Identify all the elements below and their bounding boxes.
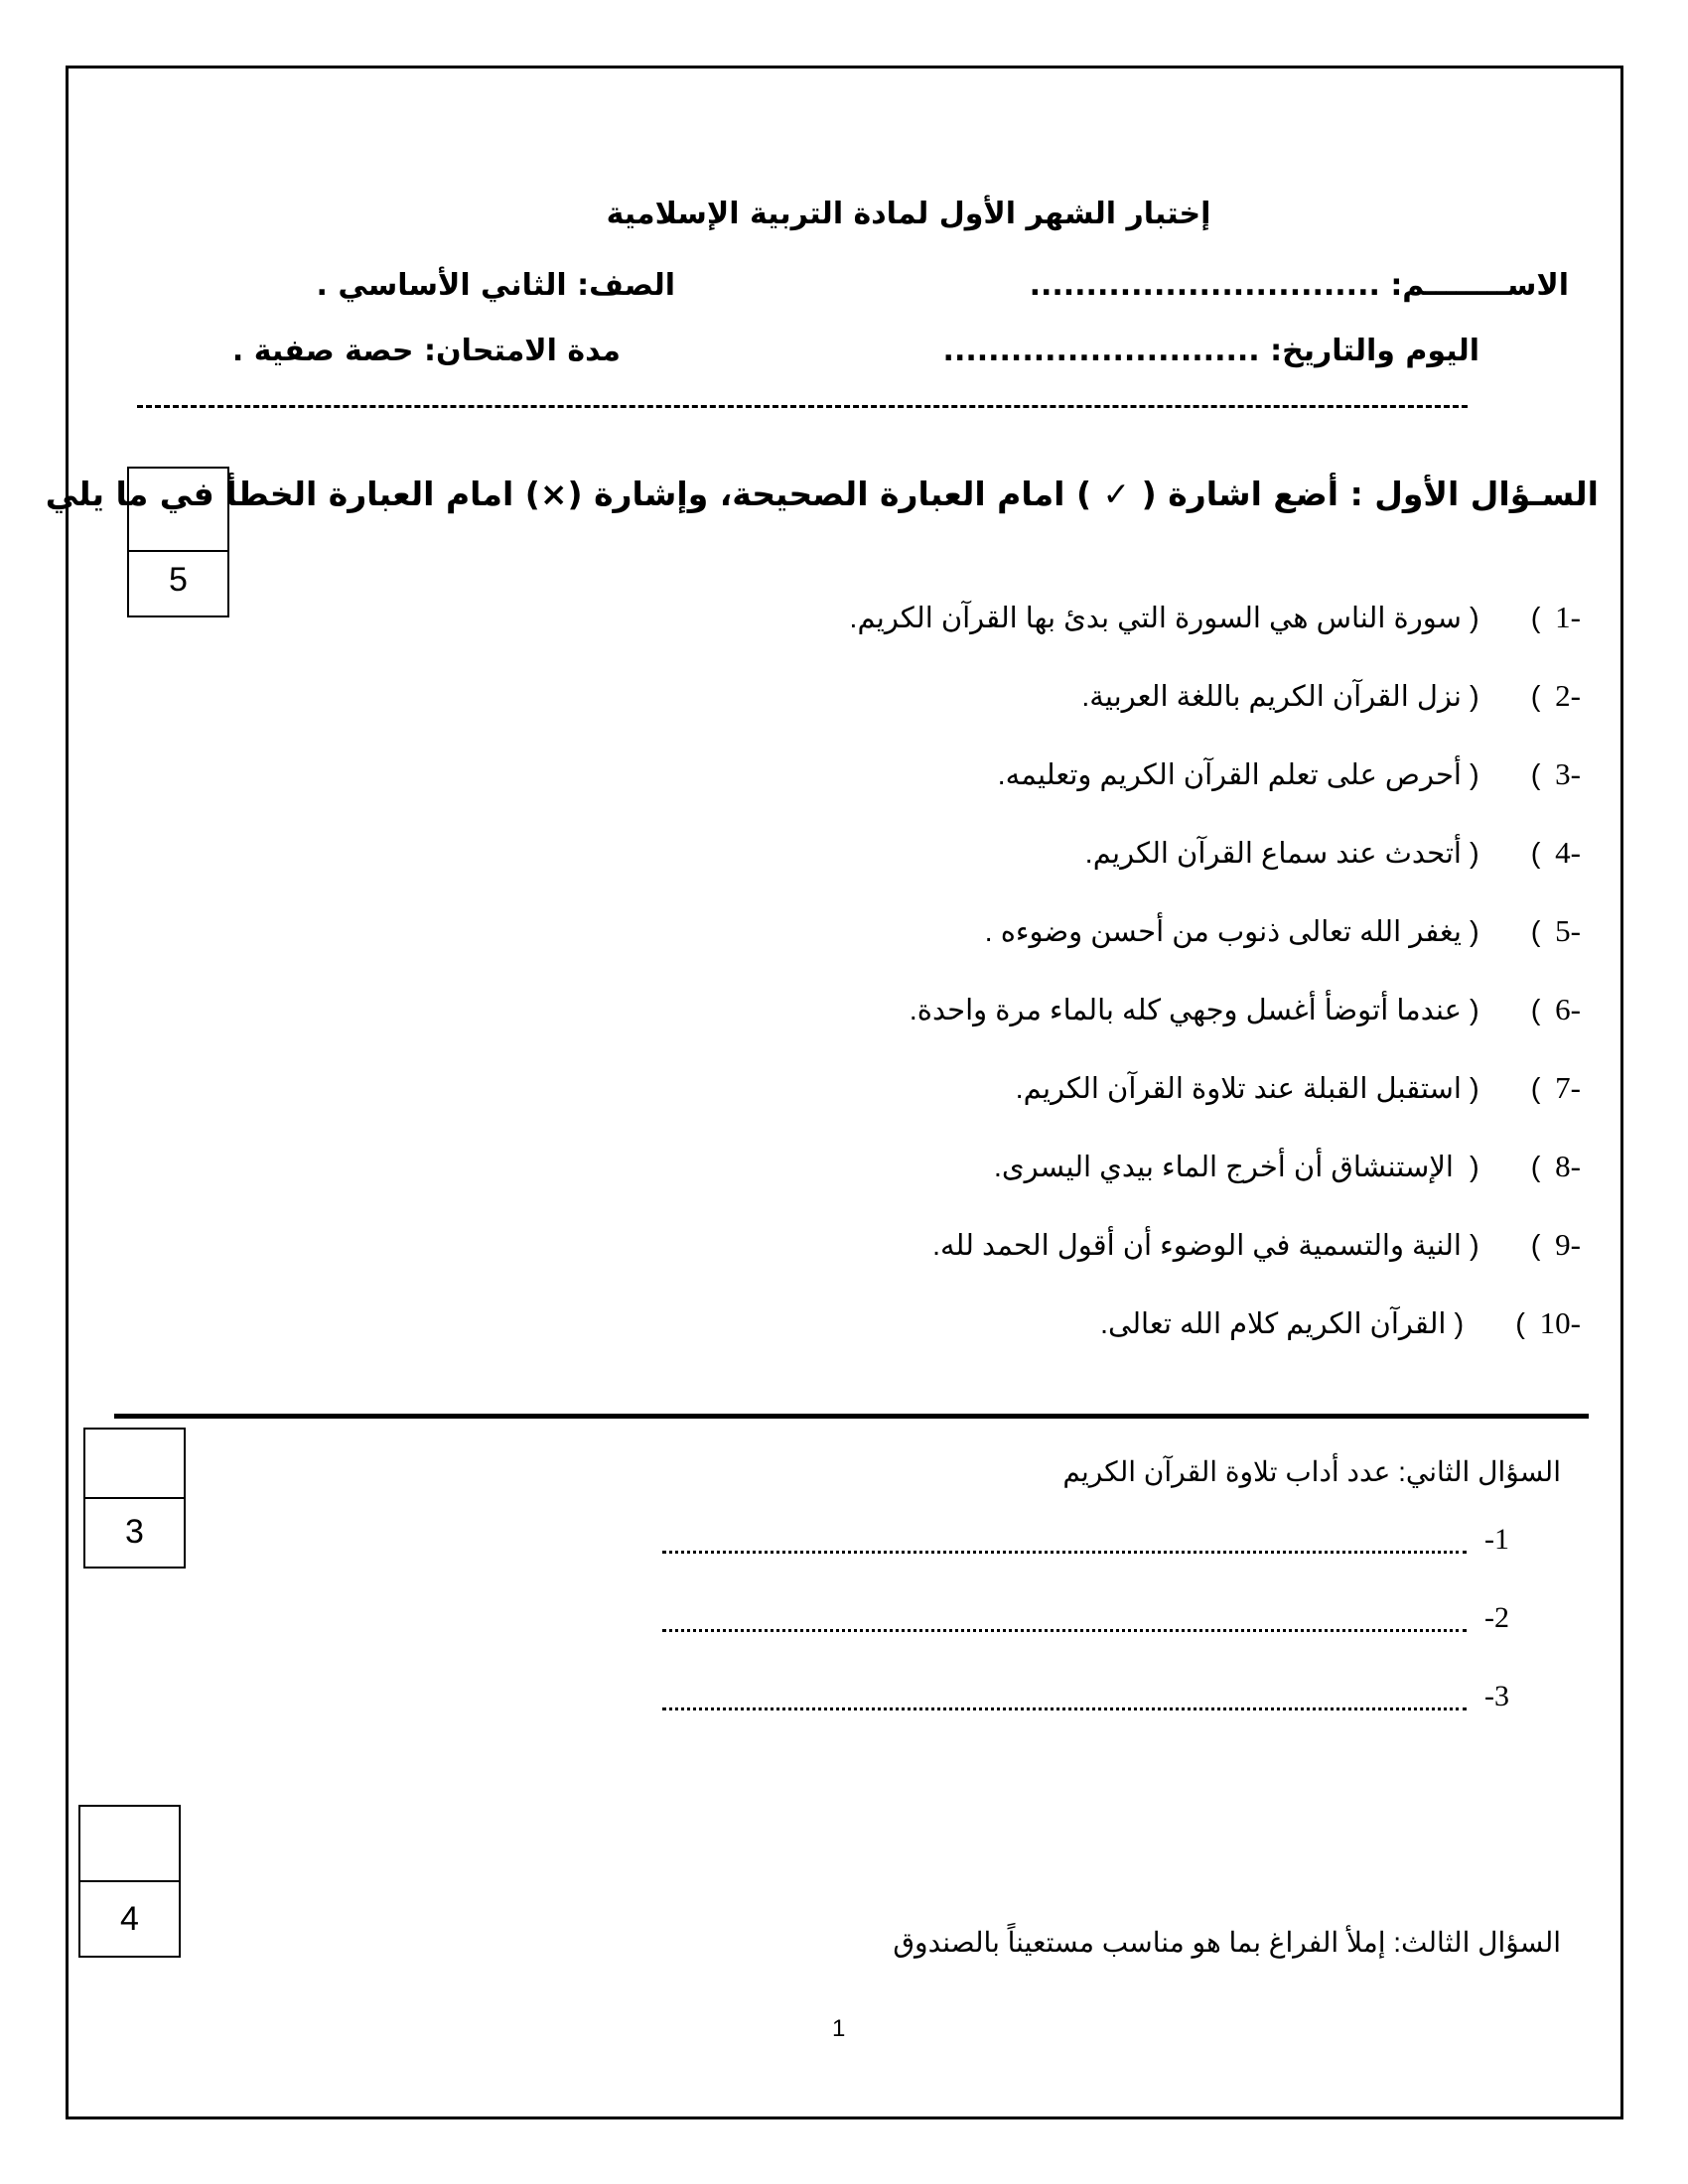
- q1-item-text: استقبل القبلة عند تلاوة القرآن الكريم.: [1015, 1073, 1462, 1105]
- q1-answer-parentheses[interactable]: ) (: [1470, 1230, 1541, 1262]
- q1-score-value: 5: [169, 561, 188, 599]
- date-field[interactable]: اليوم والتاريخ: ............................: [942, 334, 1479, 368]
- grade-label: الصف: الثاني الأساسي .: [316, 268, 675, 303]
- q1-item-text: أتحدث عند سماع القرآن الكريم.: [1084, 838, 1462, 870]
- q1-item-number: -9: [1555, 1227, 1581, 1262]
- q1-item-number: -1: [1555, 600, 1581, 634]
- q2-score-value: 3: [125, 1513, 144, 1551]
- q1-item: [1100, 1305, 1581, 1341]
- section-divider: [114, 1414, 1589, 1419]
- q1-item-number: -7: [1555, 1070, 1581, 1105]
- q1-item-number: -3: [1555, 756, 1581, 791]
- q1-answer-parentheses[interactable]: ) (: [1470, 838, 1541, 870]
- q1-answer-parentheses[interactable]: ) (: [1470, 1152, 1541, 1183]
- q2-answer-number: -3: [1484, 1680, 1509, 1712]
- q3-score-blank[interactable]: [80, 1807, 179, 1882]
- q1-item-text: النية والتسمية في الوضوء أن أقول الحمد لله.: [931, 1230, 1462, 1262]
- q1-answer-parentheses[interactable]: ) (: [1470, 916, 1541, 948]
- q1-item-number: -10: [1539, 1305, 1581, 1340]
- q1-answer-parentheses[interactable]: ) (: [1454, 1308, 1525, 1340]
- q1-answer-parentheses[interactable]: ) (: [1470, 995, 1541, 1026]
- q3-heading: السؤال الثالث: إملأ الفراغ بما هو مناسب مستعيناً بالصندوق: [893, 1927, 1561, 1958]
- q1-item: [1081, 678, 1581, 714]
- q1-heading: السـؤال الأول : أضع اشارة ( ✓ ) امام العبارة الصحيحة، وإشارة (×) امام العبارة الخطأ في ما يلي: [45, 475, 1599, 513]
- q1-item: [1085, 835, 1581, 871]
- q1-item-text: يغفر الله تعالى ذنوب من أحسن وضوءه .: [984, 916, 1462, 948]
- q3-score-value: 4: [120, 1900, 139, 1938]
- q2-answer-input[interactable]: [662, 1531, 1467, 1554]
- q1-item-text: الإستنشاق أن أخرج الماء بيدي اليسرى.: [993, 1152, 1462, 1183]
- q1-item: [985, 913, 1581, 949]
- q1-item-number: -8: [1555, 1149, 1581, 1183]
- q2-score-box: [83, 1428, 186, 1569]
- q2-score-blank[interactable]: [85, 1430, 184, 1499]
- q1-item: [998, 756, 1581, 792]
- q1-item: [994, 1149, 1581, 1184]
- duration-label: مدة الامتحان: حصة صفية .: [231, 334, 621, 368]
- q1-item: [932, 1227, 1581, 1263]
- q1-item-text: سورة الناس هي السورة التي بدئ بها القرآن الكريم.: [849, 603, 1462, 634]
- q1-item-text: نزل القرآن الكريم باللغة العربية.: [1081, 681, 1462, 713]
- q1-item: [1016, 1070, 1581, 1106]
- q2-answer-line: [650, 1601, 1509, 1635]
- q1-answer-parentheses[interactable]: ) (: [1470, 681, 1541, 713]
- q1-item: [910, 992, 1581, 1027]
- q1-answer-parentheses[interactable]: ) (: [1470, 1073, 1541, 1105]
- header-divider: [137, 405, 1468, 408]
- exam-title: إختبار الشهر الأول لمادة التربية الإسلامية: [606, 197, 1211, 231]
- q1-item-number: -5: [1555, 913, 1581, 948]
- q2-answer-line: [650, 1680, 1509, 1713]
- q1-item-number: -4: [1555, 835, 1581, 870]
- q1-item-number: -6: [1555, 992, 1581, 1026]
- q1-answer-parentheses[interactable]: ) (: [1470, 603, 1541, 634]
- q1-item-number: -2: [1555, 678, 1581, 713]
- student-name-field[interactable]: الاســــــــم: ...............................: [1029, 268, 1569, 303]
- q2-answer-line: [650, 1523, 1509, 1557]
- q1-answer-parentheses[interactable]: ) (: [1470, 759, 1541, 791]
- q1-item-text: عندما أتوضأ أغسل وجهي كله بالماء مرة واحدة.: [909, 995, 1462, 1026]
- q2-answer-number: -2: [1484, 1601, 1509, 1634]
- q1-item: [849, 600, 1581, 635]
- q2-heading: السؤال الثاني: عدد أداب تلاوة القرآن الكريم: [1062, 1456, 1561, 1487]
- q1-item-text: القرآن الكريم كلام الله تعالى.: [1099, 1308, 1447, 1340]
- q2-answer-input[interactable]: [662, 1609, 1467, 1632]
- page-number: 1: [832, 2015, 846, 2042]
- q2-answer-number: -1: [1484, 1523, 1509, 1556]
- q3-score-box: [78, 1805, 181, 1958]
- q2-answer-input[interactable]: [662, 1688, 1467, 1710]
- q1-item-text: أحرص على تعلم القرآن الكريم وتعليمه.: [997, 759, 1462, 791]
